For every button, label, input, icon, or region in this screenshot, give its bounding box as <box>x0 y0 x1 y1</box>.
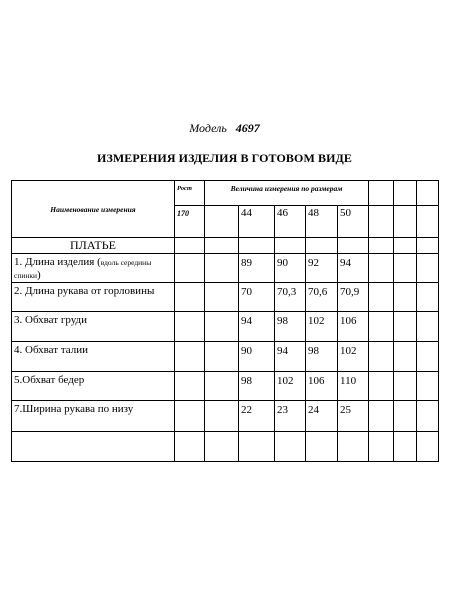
table-row <box>12 254 439 283</box>
row-value: 90 <box>239 342 275 372</box>
row-value: 110 <box>338 372 369 401</box>
section-row <box>12 238 439 254</box>
header-rost-value: 170 <box>175 206 205 238</box>
row-value: 70,9 <box>338 283 369 312</box>
table-row <box>12 401 439 432</box>
table-row <box>12 342 439 372</box>
model-caption <box>0 121 449 136</box>
row-name: 3. Обхват груди <box>12 312 175 342</box>
model-label: Модель <box>189 121 227 135</box>
table-row <box>12 283 439 312</box>
row-value: 106 <box>306 372 338 401</box>
row-value: 94 <box>239 312 275 342</box>
row-value: 94 <box>275 342 306 372</box>
row-value: 98 <box>306 342 338 372</box>
section-title: ПЛАТЬЕ <box>12 238 175 254</box>
row-value: 70,3 <box>275 283 306 312</box>
size-46: 46 <box>275 206 306 238</box>
row-name: 1. Длина изделия (вдоль середины спинки) <box>12 254 175 283</box>
header-row-top <box>12 181 439 206</box>
row-name: 7.Ширина рукава по низу <box>12 401 175 432</box>
row-value: 89 <box>239 254 275 283</box>
row-value: 24 <box>306 401 338 432</box>
empty-row <box>12 432 439 462</box>
row-value: 23 <box>275 401 306 432</box>
row-name: 4. Обхват талии <box>12 342 175 372</box>
row-value: 92 <box>306 254 338 283</box>
row-value: 98 <box>239 372 275 401</box>
table-row <box>12 372 439 401</box>
header-measurement-name: Наименование измерения <box>12 181 175 238</box>
row-value: 22 <box>239 401 275 432</box>
row-value: 90 <box>275 254 306 283</box>
header-rost-label: Рост <box>175 181 205 206</box>
row-value: 70,6 <box>306 283 338 312</box>
row-value: 25 <box>338 401 369 432</box>
size-48: 48 <box>306 206 338 238</box>
table-row <box>12 312 439 342</box>
size-50: 50 <box>338 206 369 238</box>
measurements-table <box>11 180 439 462</box>
page-title: ИЗМЕРЕНИЯ ИЗДЕЛИЯ В ГОТОВОМ ВИДЕ <box>97 151 352 165</box>
row-value: 102 <box>306 312 338 342</box>
row-value: 94 <box>338 254 369 283</box>
row-value: 98 <box>275 312 306 342</box>
size-44: 44 <box>239 206 275 238</box>
row-value: 102 <box>275 372 306 401</box>
row-value: 102 <box>338 342 369 372</box>
row-value: 106 <box>338 312 369 342</box>
row-value: 70 <box>239 283 275 312</box>
row-name: 2. Длина рукава от горловины <box>12 283 175 312</box>
header-sizes-label: Величина измерения по размерам <box>205 181 369 206</box>
row-name: 5.Обхват бедер <box>12 372 175 401</box>
model-number: 4697 <box>235 121 260 135</box>
